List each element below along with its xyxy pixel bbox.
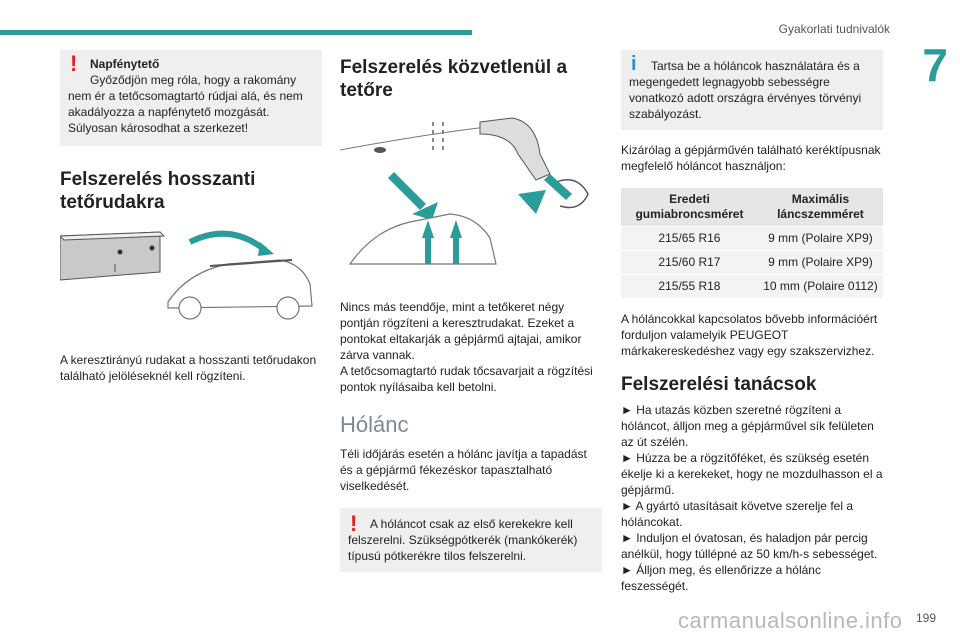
page-number: 199 (915, 611, 936, 625)
body-more-info: A hóláncokkal kapcsolatos bővebb információért forduljon valamelyik PEUGEOT márkakereskedéshez vagy egy szakszervizhez. (621, 312, 878, 358)
chain-size-table (621, 188, 883, 299)
body-snow-chains: Téli időjárás esetén a hólánc javítja a tapadást és a gépjármű fékezéskor tapasztalható viselkedését. (340, 447, 587, 493)
warning-text: A hóláncot csak az első kerekekre kell felszerelni. Szükségpótkerék (mankókerék) típusú pótkerékre tilos felszerelni. (348, 517, 578, 563)
table-cell: 215/60 R17 (621, 251, 758, 275)
table-cell: 215/55 R18 (621, 275, 758, 299)
roof-rail-illustration (60, 222, 322, 327)
table-header: Maximális láncszemméret (758, 188, 883, 227)
column-1 (60, 50, 322, 384)
list-item: ► Induljon el óvatosan, és haladjon pár percig anélkül, hogy túllépné az 50 km/h-s sebességet. (621, 531, 878, 561)
roof-mount-illustration (340, 114, 602, 274)
column-2 (340, 50, 602, 572)
header-accent-bar (0, 30, 472, 35)
heading-fitting-tips: Felszerelési tanácsok (621, 374, 817, 395)
sunroof-warning (60, 50, 322, 146)
legal-info-note (621, 50, 883, 130)
body-direct-2: A tetőcsomagtartó rudak tőcsavarjait a rögzítési pontok nyílásaiba kell betolni. (340, 364, 593, 394)
table-cell: 9 mm (Polaire XP9) (758, 251, 883, 275)
heading-direct-roof: Felszerelés közvetlenül a tetőre (340, 57, 568, 101)
body-direct-1: Nincs más teendője, mint a tetőkeret négy pontján rögzíteni a keresztrudakat. Ezeket a pontokat eltakarják a gépjármű ajtajai, amikor zárva vannak. (340, 300, 582, 362)
table-cell: 9 mm (Polaire XP9) (758, 227, 883, 251)
list-item: ► A gyártó utasításait követve szerelje fel a hóláncokat. (621, 499, 853, 529)
table-cell: 10 mm (Polaire 0112) (758, 275, 883, 299)
heading-longitudinal: Felszerelés hosszanti tetőrudakra (60, 169, 256, 213)
chapter-number: 7 (922, 39, 948, 91)
watermark: carmanualsonline.info (678, 608, 903, 633)
body-intro: Kizárólag a gépjárművén található keréktípusnak megfelelő hóláncot használjon: (621, 143, 881, 173)
front-wheels-warning (340, 508, 602, 572)
table-row (621, 251, 883, 275)
list-item: ► Álljon meg, és ellenőrizze a hólánc feszességét. (621, 563, 821, 593)
warning-icon: ! (350, 511, 358, 536)
section-title: Gyakorlati tudnivalók (778, 22, 890, 36)
column-3 (621, 50, 883, 594)
list-item: ► Ha utazás közben szeretné rögzíteni a hóláncot, álljon meg a gépjárművel sík felületen az út szélén. (621, 403, 874, 449)
table-row (621, 275, 883, 299)
warning-title: Napfénytető (90, 57, 160, 71)
body-longitudinal: A keresztirányú rudakat a hosszanti tetőrudakon található jelöléseknél kell rögzíteni. (60, 353, 317, 383)
list-item: ► Húzza be a rögzítőféket, és szükség esetén ékelje ki a kerekeket, hogy ne mozdulhasson el a gépjármű. (621, 451, 883, 497)
table-row (621, 227, 883, 251)
warning-icon: ! (70, 51, 78, 76)
info-icon: i (631, 53, 637, 75)
warning-text: Győződjön meg róla, hogy a rakomány nem ér a tetőcsomagtartó rúdjai alá, és nem akadályozza a napfénytető mozgását. Súlyosan károsodhat a szerkezet! (68, 73, 303, 135)
table-header-row (621, 188, 883, 227)
table-header: Eredeti gumiabroncsméret (621, 188, 758, 227)
tips-list (621, 402, 883, 594)
table-cell: 215/65 R16 (621, 227, 758, 251)
heading-snow-chains: Hólánc (340, 412, 409, 437)
info-text: Tartsa be a hóláncok használatára és a megengedett legnagyobb sebességre vonatkozó adott országra érvényes törvényi szabályozást. (629, 59, 862, 121)
